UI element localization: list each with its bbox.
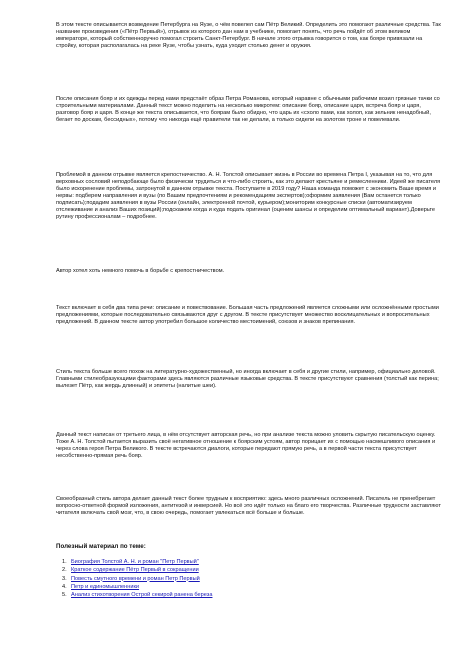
list-number: 1.	[62, 559, 67, 565]
paragraph-2: После описания бояр и их одежды перед нами предстаёт образ Петра Романова, который наравне с обычными рабочими возил грязные тачки со строительными материалами. Данный текст можно поделить на несколько микротем: описание бояр, описание царя, встреча бояр и царя, разговор бояр и царя. В конце же текста описывается, что боярам было обидно, что царь их «схоло пами, как холоп, как зельник ненадобный, бегает по доскам, бессидных», потому что никогда ещё правители так не делали, а только сидели на золотом троне и повелевали.	[56, 96, 440, 124]
link-peter-summary[interactable]: Краткое содержание Пётр Первый в сокращении	[71, 567, 199, 574]
list-number: 4.	[62, 583, 67, 590]
paragraph-5: Текст включает в себя два типа речи: описание и повествование. Большая часть предложений является сложными или осложнёнными простыми предложениями, которые последовательно связываются друг с другом. В тексте присутствует множество восклицательных и вопросительных предложений. В данном тексте автор употребил большое количество местоимений, союзов и знаков препинания.	[56, 305, 439, 326]
paragraph-7: Данный текст написан от третьего лица, в нём отсутствует авторская речь, но при анализе текста можно уловить скрытую писательскую оценку. Тоже А. Н. Толстой пытается выразить своё негативное отношение к боярским устоям, автор порицает их с помощью насмешливого описания и через слова героя Петра Великого. В тексте встречаются диалоги, которые передают прямую речь, а в первой части текста присутствует несобственно-прямая речь бояр.	[56, 432, 436, 460]
list-item	[62, 566, 212, 574]
link-poem-analysis[interactable]: Анализ стихотворения Острой секирой ранена береза	[71, 592, 213, 599]
paragraph-8: Своеобразный стиль автора делает данный текст более трудным к восприятию: здесь много различных осложнений. Писатель не пренебрегает вопросно-ответной формой изложения, антитезой и инверсией. Но всё это идёт только на благо его творчества. Различные трудности заставляют читателя включать свой мозг, что, в свою очередь, помогает увлекаться всё больше и больше.	[56, 496, 441, 517]
list-item	[62, 558, 212, 566]
useful-links-list	[62, 558, 212, 599]
paragraph-4: Автор хотел хоть немного помочь в борьбе с крепостничеством.	[56, 268, 225, 274]
list-number: 2.	[62, 567, 67, 574]
paragraph-1: В этом тексте описывается возведение Петербурга на Яузе, о чём повелел сам Пётр Великий. Определить это помогают различные средства. Так название произведения («Пётр Первый»), отрывок из которого дан нам в учебнике, помогает понять, что речь пойдёт об этом великом императоре, который собственноручно помогал строить Санкт-Петербург. В начале этого отрывка говорится о том, как бояре привязали на стройку, которая располагалась на реке Яузе, чтобы узнать, куда уходит столько денег и оружия.	[56, 22, 441, 50]
list-item	[62, 591, 212, 599]
list-number: 3.	[62, 575, 67, 582]
list-item	[62, 575, 212, 583]
link-tolstoy-biography[interactable]: Биография Толстой А. Н. и роман "Петр Первый"	[71, 559, 199, 565]
useful-material-title: Полезный материал по теме:	[56, 543, 146, 550]
paragraph-6: Стиль текста больше всего похож на литературно-художественный, но иногда включает в себя и другие стили, например, официально деловой. Главными стилеобразующими факторами здесь являются различные языковые средства. В тексте присутствуют сравнения (толстый как перина; вылезет Пётр, как жердь длинный) и эпитеты (налитые шеи).	[56, 369, 439, 390]
list-item	[62, 583, 212, 591]
paragraph-3: Проблемой в данном отрывке является крепостничество. А. Н. Толстой описывает жизнь в России во времена Петра I, указывая на то, что для верховных сословий неподобающе было физически трудиться и что-либо строить, как это делают крестьяне и ремесленники. Идеей же писателя было искоренение проблемы, затронутой в данном отрывке текста. Поступаете в 2019 году? Наша команда поможет с экономить Ваше время и нервы: подберем направления и вузы (по Вашим предпочтениям и рекомендациям экспертов);оформим заявления (Вам останется только подписать);подадим заявления в вузы России (онлайн, электронной почтой, курьером);мониторим конкурсные списки (автоматизируем отслеживание и анализ Ваших позиций);подскажем когда и куда подать оригинал (оценим шансы и определим оптимальный вариант).Доверьте рутину профессионалам – подробнее.	[56, 172, 441, 221]
list-number: 5.	[62, 592, 67, 599]
link-peter-associates[interactable]: Петр и единомышленники	[71, 583, 140, 590]
link-troubled-times-novel[interactable]: Повесть смутного времени и роман Петр Первый	[71, 575, 200, 582]
